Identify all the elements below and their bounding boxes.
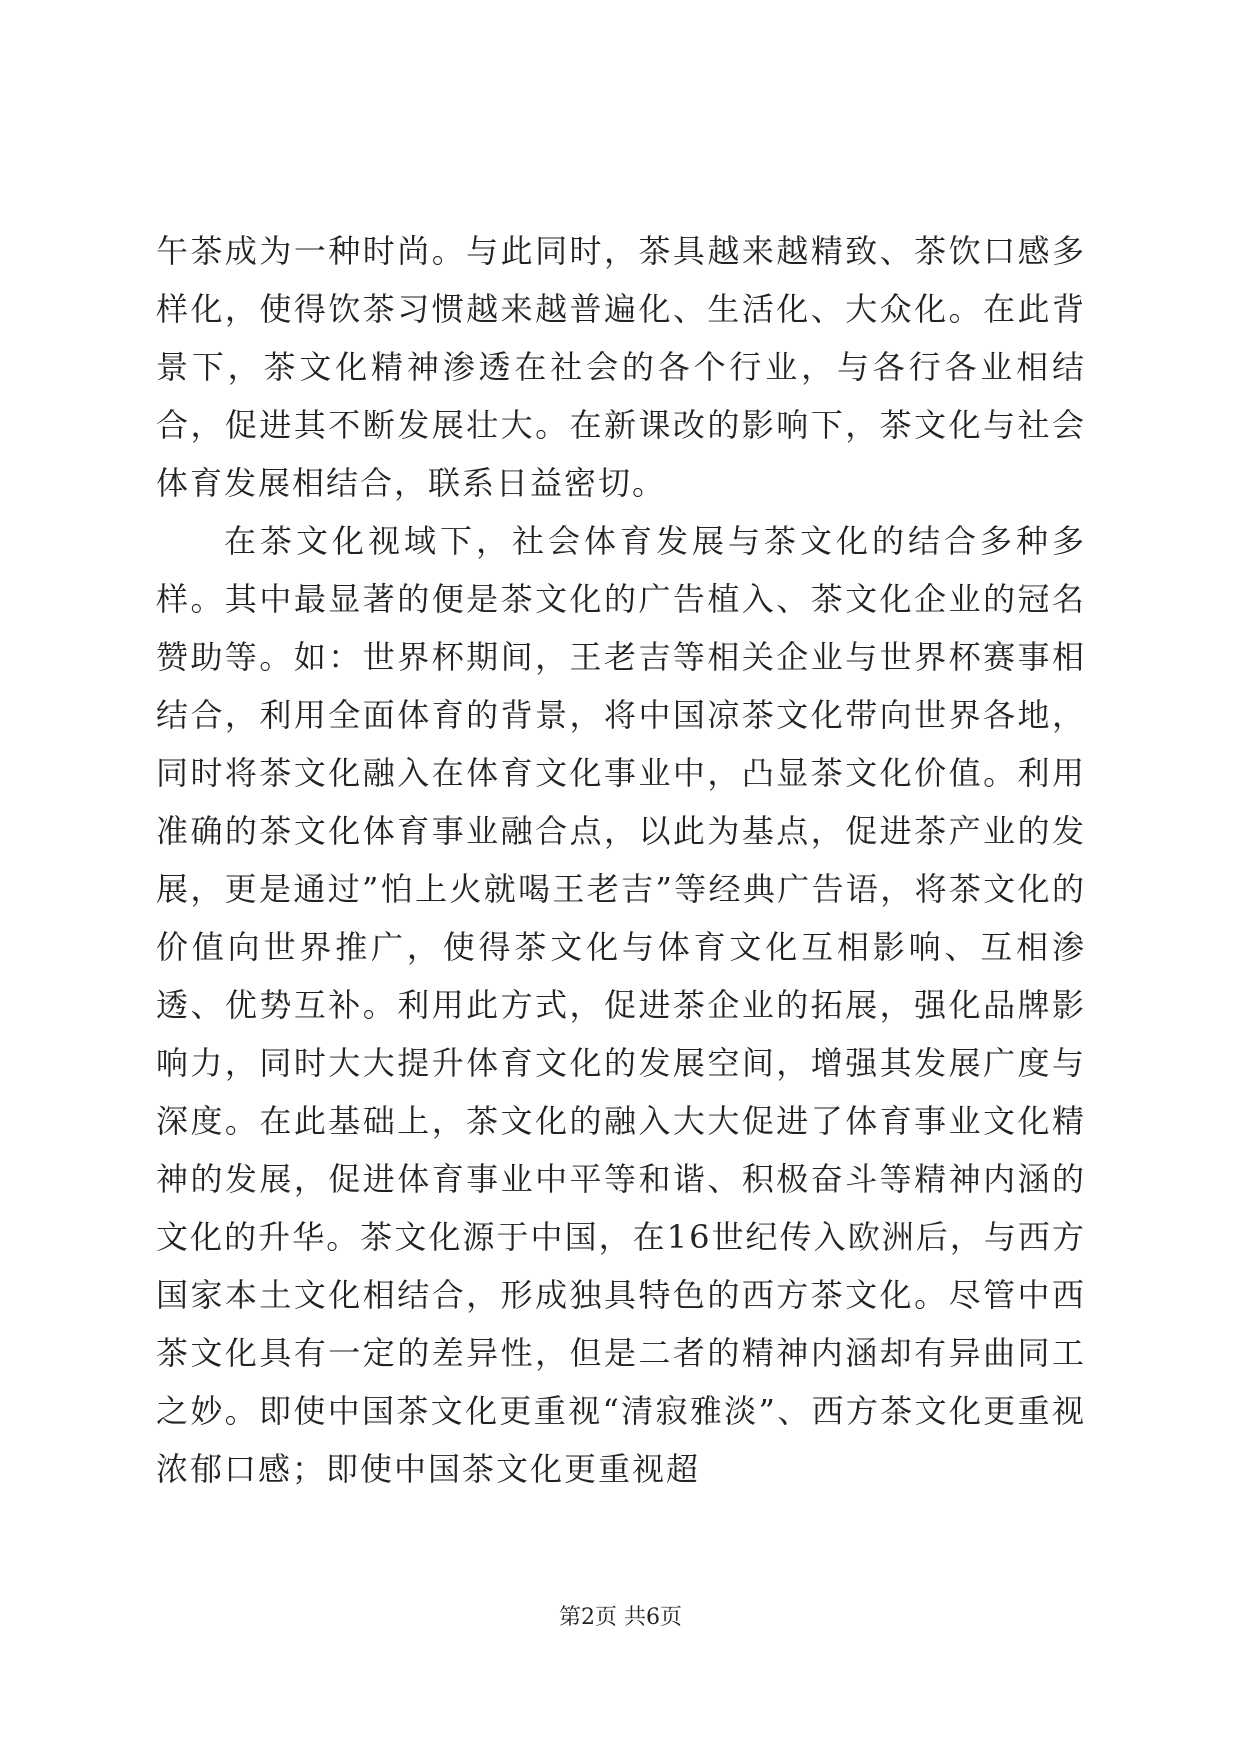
paragraph-1: 午茶成为一种时尚。与此同时，茶具越来越精致、茶饮口感多样化，使得饮茶习惯越来越普遍化、生活化、大众化。在此背景下，茶文化精神渗透在社会的各个行业，与各行各业相结合，促进其不断发展壮大。在新课改的影响下，茶文化与社会体育发展相结合，联系日益密切。	[156, 232, 1086, 502]
body-text	[156, 222, 1086, 1498]
paragraph-2: 在茶文化视域下，社会体育发展与茶文化的结合多种多样。其中最显著的便是茶文化的广告植入、茶文化企业的冠名赞助等。如：世界杯期间，王老吉等相关企业与世界杯赛事相结合，利用全面体育的背景，将中国凉茶文化带向世界各地，同时将茶文化融入在体育文化事业中，凸显茶文化价值。利用准确的茶文化体育事业融合点，以此为基点，促进茶产业的发展，更是通过”怕上火就喝王老吉”等经典广告语，将茶文化的价值向世界推广，使得茶文化与体育文化互相影响、互相渗透、优势互补。利用此方式，促进茶企业的拓展，强化品牌影响力，同时大大提升体育文化的发展空间，增强其发展广度与深度。在此基础上，茶文化的融入大大促进了体育事业文化精神的发展，促进体育事业中平等和谐、积极奋斗等精神内涵的文化的升华。茶文化源于中国，在16世纪传入欧洲后，与西方国家本土文化相结合，形成独具特色的西方茶文化。尽管中西茶文化具有一定的差异性，但是二者的精神内涵却有异曲同工之妙。即使中国茶文化更重视“清寂雅淡”、西方茶文化更重视浓郁口感；即使中国茶文化更重视超	[156, 522, 1086, 1488]
page-footer: 第2页 共6页	[559, 1605, 682, 1630]
